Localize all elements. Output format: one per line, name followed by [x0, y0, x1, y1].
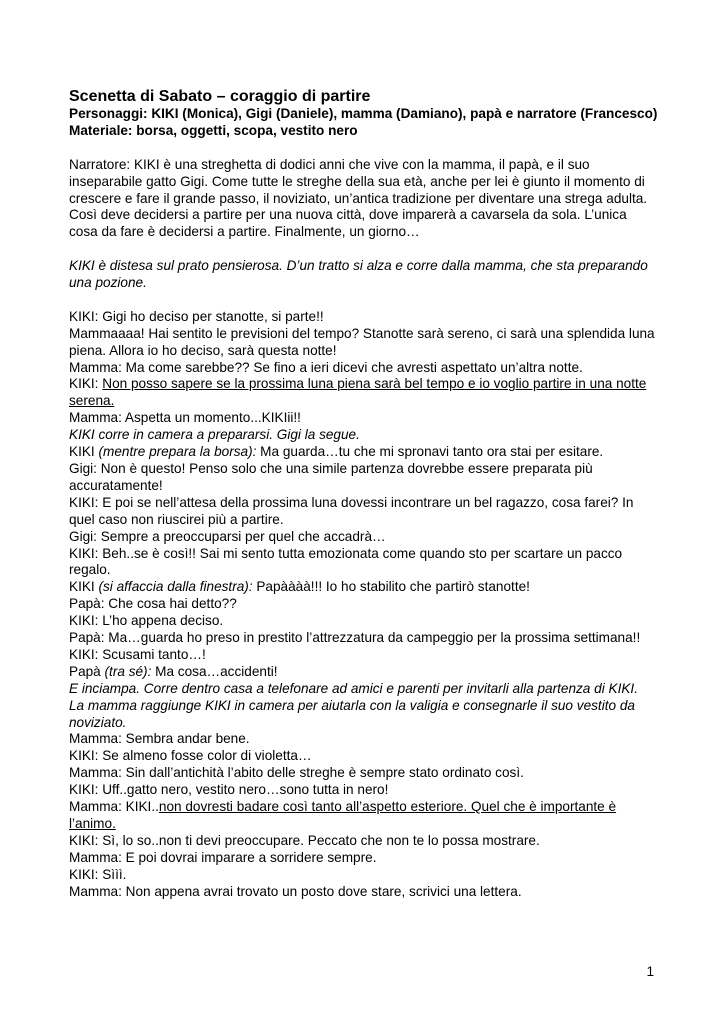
underlined-text: non dovresti badare così tanto all’aspetto esteriore. Quel che è importante è l’animo.: [69, 799, 617, 832]
dialogue-line: KIKI: L’ho appena deciso.: [69, 613, 224, 629]
dialogue-line: KIKI: Scusami tanto…!: [69, 646, 206, 662]
dialogue-line: Gigi: Sempre a preoccuparsi per quel che accadrà…: [69, 528, 386, 544]
dialogue-line: Gigi: Non è questo! Penso solo che una simile partenza dovrebbe essere preparata più accuratamente!: [69, 460, 593, 493]
materials-line: Materiale: borsa, oggetti, scopa, vestito nero: [69, 122, 358, 138]
dialogue-line: Papà: Che cosa hai detto??: [69, 596, 237, 612]
spacer: [69, 140, 659, 157]
dialogue-line: KIKI (si affaccia dalla finestra): Papàààà!!! Io ho stabilito che partirò stanotte!: [69, 579, 530, 595]
page-number: 1: [646, 964, 654, 979]
dialogue-line: KIKI: Se almeno fosse color di violetta…: [69, 748, 312, 764]
document-body: [69, 87, 659, 901]
dialogue-line: Mammaaaa! Hai sentito le previsioni del tempo? Stanotte sarà sereno, ci sarà una splendida luna piena. Allora io ho deciso, sarà questa notte!: [69, 325, 655, 358]
dialogue-line: KIKI: Uff..gatto nero, vestito nero…sono tutta in nero!: [69, 782, 389, 798]
dialogue-line: Mamma: Sembra andar bene.: [69, 731, 250, 747]
stage-direction: KIKI corre in camera a prepararsi. Gigi la segue.: [69, 427, 360, 443]
dialogue-line: KIKI: Gigi ho deciso per stanotte, si parte!!: [69, 308, 324, 324]
dialogue-line: KIKI: Sì, lo so..non ti devi preoccupare. Peccato che non te lo possa mostrare.: [69, 832, 540, 848]
dialogue-line: Mamma: Aspetta un momento...KIKIii!!: [69, 410, 301, 426]
spacer: [69, 292, 659, 309]
spacer: [69, 241, 659, 258]
stage-direction: E inciampa. Corre dentro casa a telefonare ad amici e parenti per invitarli alla partenza di KIKI.: [69, 680, 638, 696]
dialogue-line: Mamma: Ma come sarebbe?? Se fino a ieri dicevi che avresti aspettato un’altra notte.: [69, 359, 583, 375]
characters-line: Personaggi: KIKI (Monica), Gigi (Daniele), mamma (Damiano), papà e narratore (Francesco): [69, 106, 658, 121]
dialogue-line: Mamma: E poi dovrai imparare a sorridere sempre.: [69, 849, 377, 865]
dialogue-line: KIKI: Beh..se è così!! Sai mi sento tutta emozionata come quando sto per scartare un pacco regalo.: [69, 545, 623, 578]
dialogue-line: Mamma: Non appena avrai trovato un posto dove stare, scrivici una lettera.: [69, 883, 522, 899]
document-title: Scenetta di Sabato – coraggio di partire: [69, 88, 371, 105]
dialogue-line: Mamma: KIKI..non dovresti badare così tanto all’aspetto esteriore. Quel che è importante è l’animo.: [69, 799, 617, 832]
underlined-text: Non posso sapere se la prossima luna piena sarà bel tempo e io voglio partire in una notte serena.: [69, 376, 647, 409]
narration-paragraph: Narratore: KIKI è una streghetta di dodici anni che vive con la mamma, il papà, e il suo inseparabile gatto Gigi. Come tutte le streghe della sua età, anche per lei è giunto il momento di crescere e fare il grande passo, il noviziato, un’antica tradizione per diventare una strega adulta. Così deve decidersi a partire per una nuova città, dove imparerà a cavarsela da sola. L’unica cosa da fare è decidersi a partire. Finalmente, un giorno…: [69, 156, 648, 240]
dialogue-line: Papà: Ma…guarda ho preso in prestito l’attrezzatura da campeggio per la prossima settimana!!: [69, 630, 641, 646]
dialogue: [69, 309, 659, 901]
dialogue-line: KIKI (mentre prepara la borsa): Ma guarda…tu che mi spronavi tanto ora stai per esitare.: [69, 444, 604, 460]
dialogue-line: Mamma: Sin dall’antichità l’abito delle streghe è sempre stato ordinato così.: [69, 765, 524, 781]
dialogue-line: KIKI: Sììì.: [69, 866, 127, 882]
stage-direction: KIKI è distesa sul prato pensierosa. D’un tratto si alza e corre dalla mamma, che sta preparando una pozione.: [69, 258, 648, 291]
stage-direction: La mamma raggiunge KIKI in camera per aiutarla con la valigia e consegnarle il suo vestito da noviziato.: [69, 697, 635, 730]
dialogue-line: KIKI: Non posso sapere se la prossima luna piena sarà bel tempo e io voglio partire in una notte serena.: [69, 376, 647, 409]
dialogue-line: Papà (tra sé): Ma cosa…accidenti!: [69, 663, 278, 679]
dialogue-line: KIKI: E poi se nell’attesa della prossima luna dovessi incontrare un bel ragazzo, cosa farei? In quel caso non riuscirei più a partire.: [69, 494, 634, 527]
